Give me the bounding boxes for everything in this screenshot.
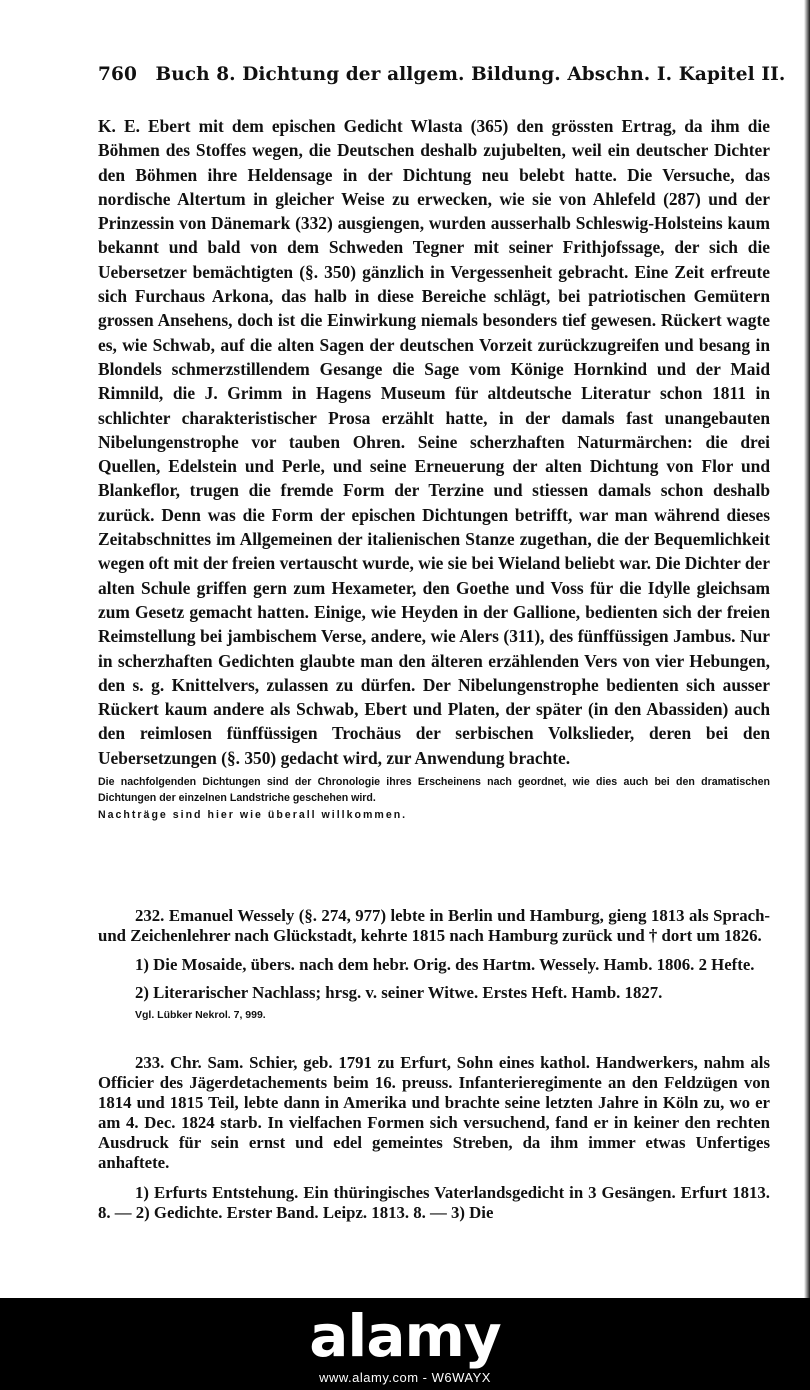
entry-233-name: Chr. Sam. Schier <box>170 1053 294 1072</box>
image-code: www.alamy.com - W6WAYX <box>319 1370 491 1385</box>
alamy-logo: alamy <box>309 1302 501 1370</box>
entry-232-number: 232. <box>135 906 165 925</box>
watermark-banner <box>0 1298 810 1390</box>
entry-233-works: 1) Erfurts Entstehung. Ein thüringisches Vaterlandsgedicht in 3 Gesängen. Erfurt 1813. 8. — 2) Gedichte. Erster Band. Leipz. 1813. 8. — 3) Die <box>98 1183 770 1222</box>
entry-233-bio: , geb. 1791 zu Erfurt, Sohn eines kathol. Handwerkers, nahm als Officier des Jägerdetachements beim 16. preuss. Infanterieregimente an den Feldzügen von 1814 und 1815 Teil, lebte dann in Amerika und brachte seine letzten Jahre in Köln zu, wo er am 4. Dec. 1824 starb. In vielfachen Formen sich versuchend, fand er in keiner den rechten Ausdruck für sein ernst und edel gemeintes Streben, da ihm immer etwas Unfertiges anhaftete. <box>98 1053 770 1172</box>
main-paragraph: K. E. Ebert mit dem epischen Gedicht Wlasta (365) den grössten Ertrag, da ihm die Böhmen des Stoffes wegen, die Deutschen deshalb zujubelten, weil ein deutscher Dichter den Böhmen ihre Heldensage in der Dichtung neu belebt hatte. Die Versuche, das nordische Altertum in gleicher Weise zu erwecken, wie sie von Ahlefeld (287) und der Prinzessin von Dänemark (332) ausgiengen, wurden ausserhalb Schleswig-Holsteins kaum bekannt und bald von dem Schweden Tegner mit seiner Frithjofssage, der sich die Uebersetzer bemächtigten (§. 350) gänzlich in Vergessenheit gebracht. Eine Zeit erfreute sich Furchaus Arkona, das halb in diese Bereiche schlägt, bei patriotischen Gemütern grossen Ansehens, doch ist die Einwirkung niemals besonders tief gewesen. Rückert wagte es, wie Schwab, auf die alten Sagen der deutschen Vorzeit zurückzugreifen und besang in Blondels schmerzstillendem Gesange die Sage vom Könige Hornkind und der Maid Rimnild, die J. Grimm in Hagens Museum für altdeutsche Literatur schon 1811 in schlichter charakteristischer Prosa erzählt hatte, in der damals fast unangebauten Nibelungenstrophe vor tauben Ohren. Seine scherzhaften Naturmärchen: die drei Quellen, Edelstein und Perle, und seine Erneuerung der alten Dichtung von Flor und Blankeflor, trugen die fremde Form der Terzine und stiessen damals schon deshalb zurück. Denn was die Form der epischen Dichtungen betrifft, war man während dieses Zeitabschnittes im Allgemeinen der italienischen Stanze zugethan, die der Bequemlichkeit wegen oft mit der freien vertauscht wurde, wie sie bei Wieland beliebt war. Die Dichter der alten Schule griffen gern zum Hexameter, den Goethe und Voss für die Idylle gleichsam zum Gesetz gemacht hatten. Einige, wie Heyden in der Gallione, bedienten sich der freien Reimstellung bei jambischem Verse, andere, wie Alers (311), des fünffüssigen Jambus. Nur in scherzhaften Gedichten glaubte man den älteren erzählenden Vers von vier Hebungen, den s. g. Knittelvers, zulassen zu dürfen. Der Nibelungenstrophe bedienten sich ausser Rückert kaum andere als Schwab, Ebert und Platen, der später (in den Abassiden) auch den reimlosen fünffüssigen Trochäus der serbischen Volkslieder, deren bei den Uebersetzungen (§. 350) gedacht wird, zur Anwendung brachte. <box>98 116 770 768</box>
note-line-1: Die nachfolgenden Dichtungen sind der Chronologie ihres Erscheinens nach geordnet, wie dies auch bei den dramatischen Dichtungen der einzelnen Landstriche geschehen wird. <box>98 776 770 805</box>
entry-232-name: Emanuel Wessely <box>168 906 295 925</box>
entry-232-bio: (§. 274, 977) lebte in Berlin und Hamburg, gieng 1813 als Sprach- und Zeichenlehrer nach Glückstadt, kehrte 1815 nach Hamburg zurück und † dort um 1826. <box>98 906 770 945</box>
running-header <box>98 64 786 85</box>
entry-232-ref: Vgl. Lübker Nekrol. 7, 999. <box>135 1009 266 1021</box>
running-title: Buch 8. Dichtung der allgem. Bildung. Abschn. I. Kapitel II. <box>155 64 786 85</box>
note-line-2: Nachträge sind hier wie überall willkommen. <box>98 808 408 821</box>
editorial-note <box>98 774 770 823</box>
entry-233-text <box>98 1053 770 1173</box>
entry-232-text <box>98 906 770 946</box>
entry-232 <box>98 906 770 1025</box>
entry-232-work-1: 1) Die Mosaide, übers. nach dem hebr. Orig. des Hartm. Wessely. Hamb. 1806. 2 Hefte. <box>135 955 755 974</box>
entry-233 <box>98 1053 770 1223</box>
page-edge-shadow <box>804 0 810 1298</box>
main-text-block <box>98 114 770 823</box>
entry-233-number: 233. <box>135 1053 165 1072</box>
entry-232-work-2: 2) Literarischer Nachlass; hrsg. v. seiner Witwe. Erstes Heft. Hamb. 1827. <box>135 983 663 1002</box>
page-number: 760 <box>98 64 137 85</box>
entry-232-ref-line <box>98 1003 770 1025</box>
